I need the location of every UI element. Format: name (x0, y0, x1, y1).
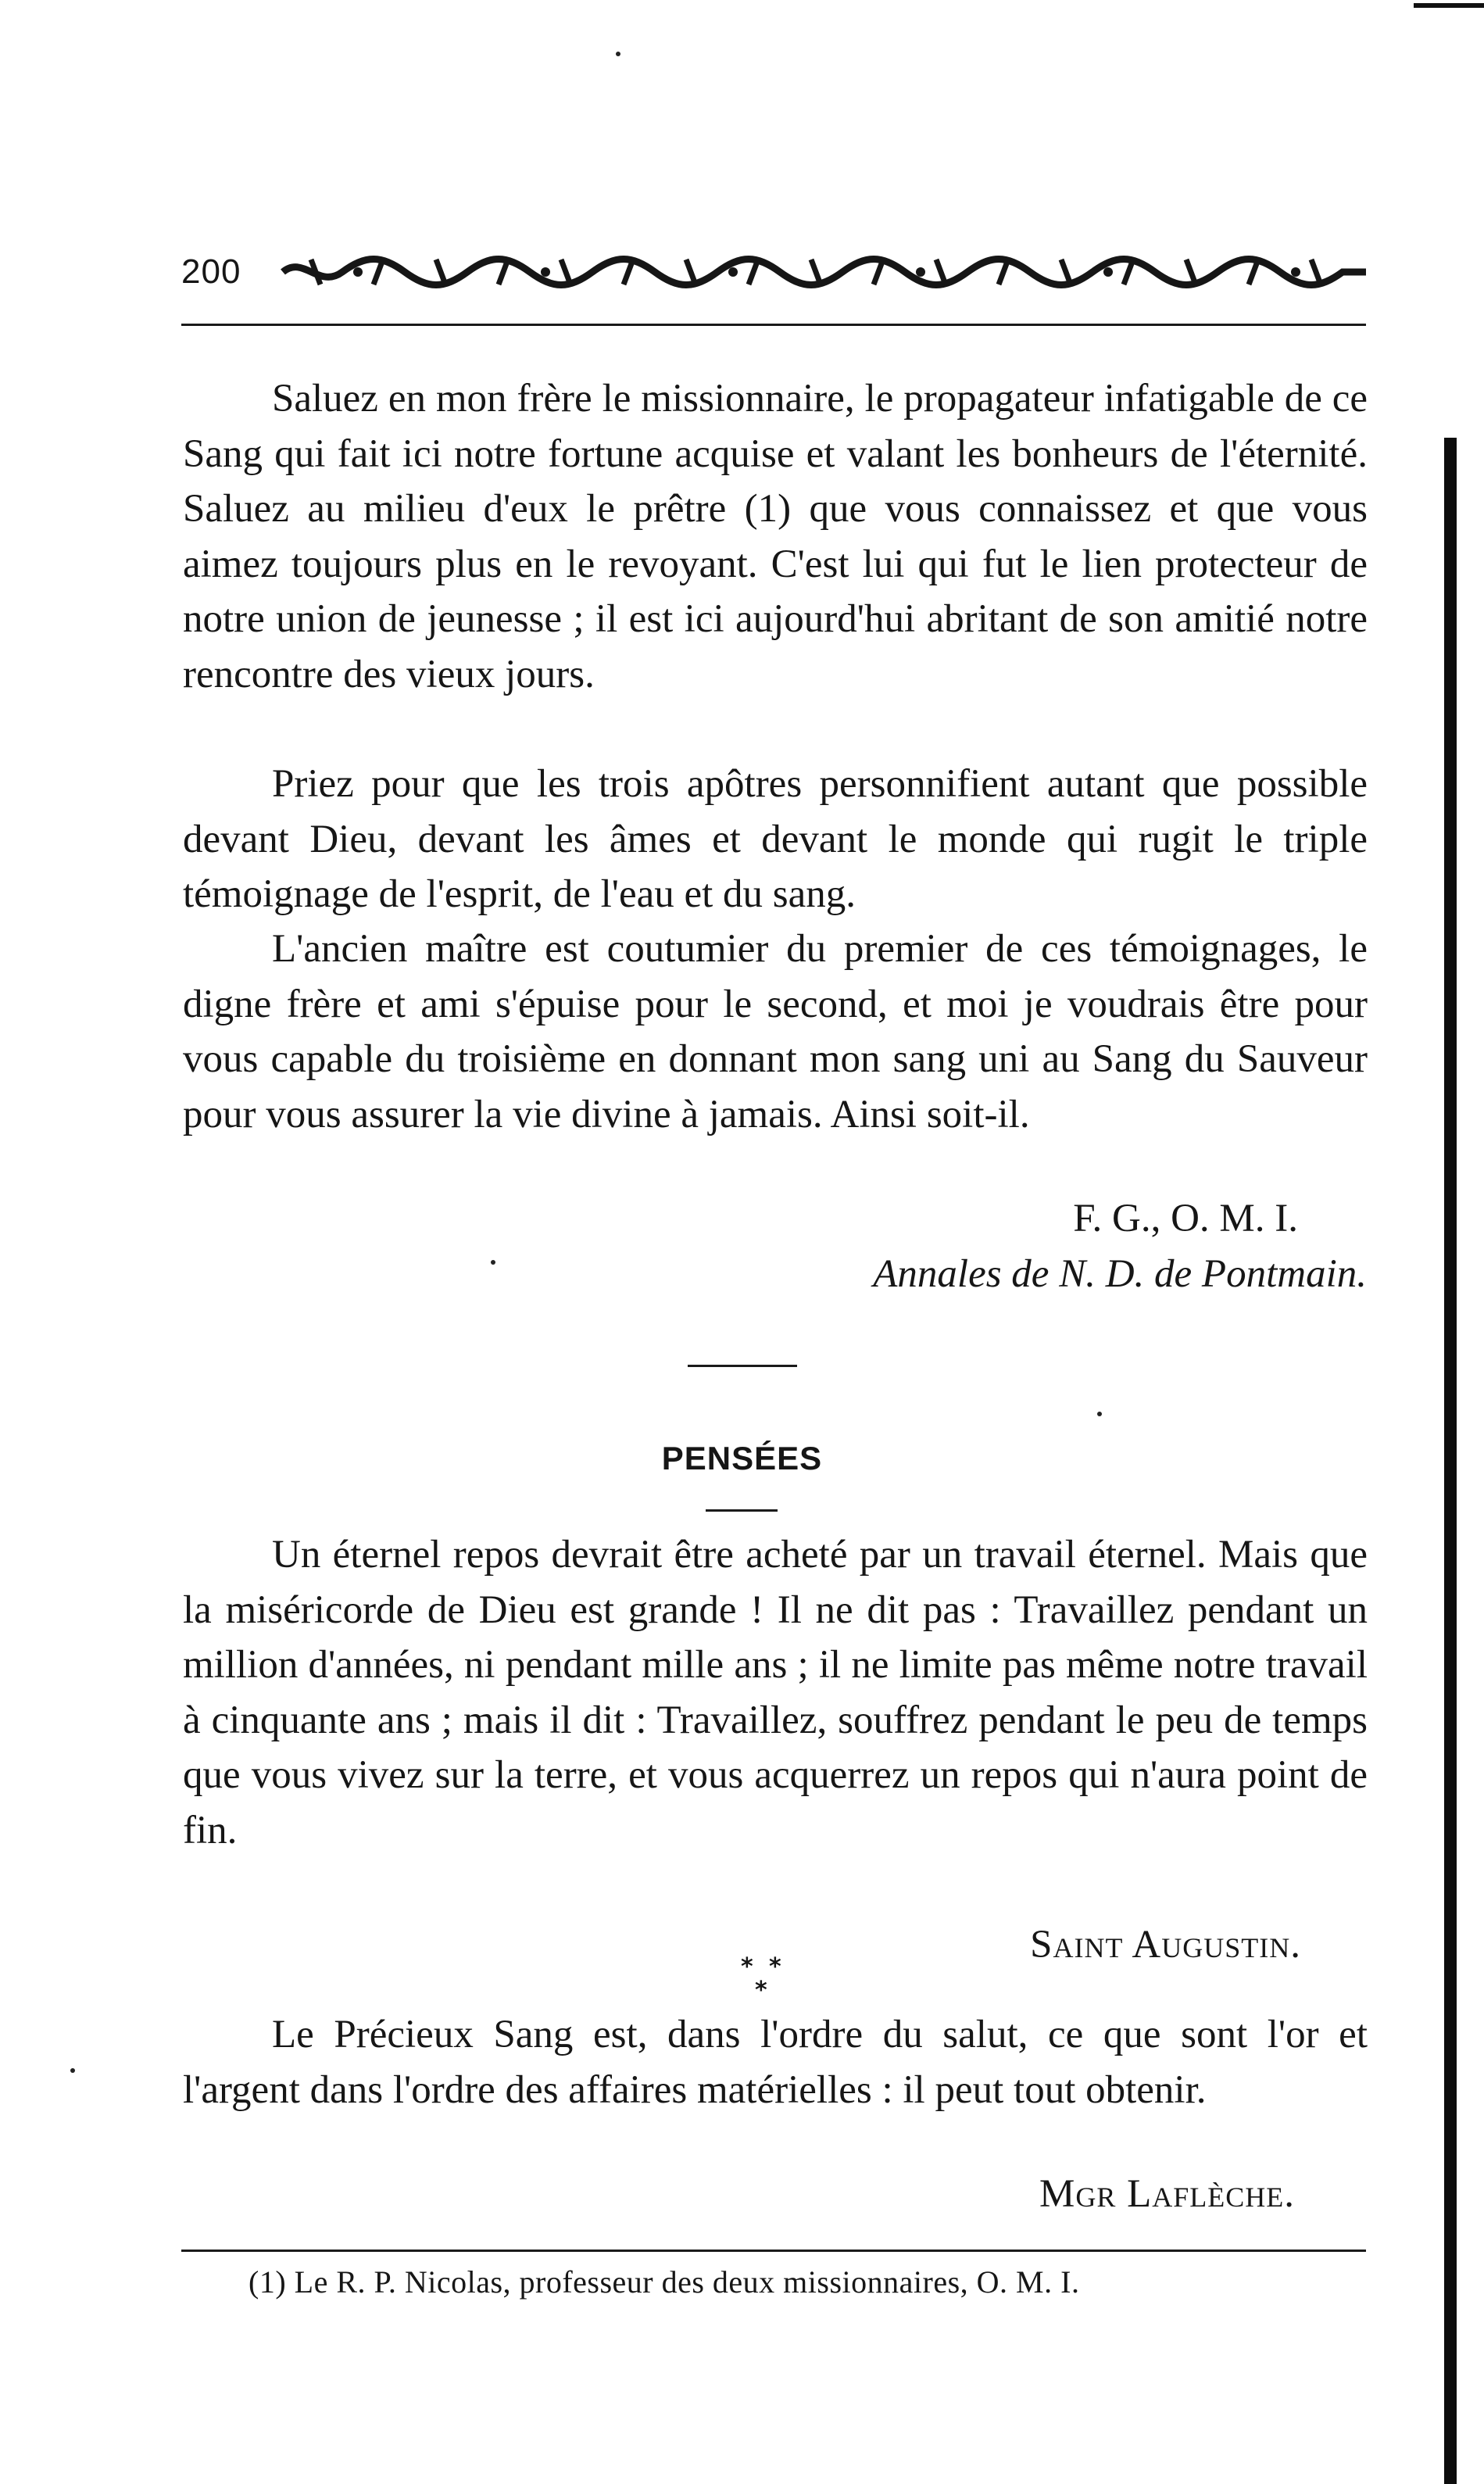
quote-precieux-sang: Le Précieux Sang est, dans l'ordre du salut, ce que sont l'or et l'argent dans l'ordre des affaires matérielles : il peut tout obtenir. (183, 2013, 1368, 2112)
scan-speck (70, 2068, 75, 2073)
title-underline (706, 1509, 778, 1512)
svg-text:*: * (741, 1954, 753, 1981)
footnote: (1) Le R. P. Nicolas, professeur des deux missionnaires, O. M. I. (249, 2264, 1080, 2300)
running-head (181, 249, 1369, 295)
attribution-augustin: Saint Augustin. (1030, 1923, 1301, 1967)
letter-paragraph-3: L'ancien maître est coutumier du premier de ces témoignages, le digne frère et ami s'épuise pour le second, et moi je voudrais être pour vous capable du troisième en donnant mon sang uni au Sang du Sauveur pour vous assurer la vie divine à jamais. Ainsi soit-il. (183, 927, 1368, 1136)
page-number: 200 (181, 252, 241, 291)
letter-signature: F. G., O. M. I. (1073, 1197, 1298, 1240)
ornament-icon (280, 253, 1369, 291)
letter-source: Annales de N. D. de Pontmain. (873, 1252, 1367, 1296)
scan-speck (1097, 1412, 1102, 1416)
scan-speck (616, 52, 620, 56)
scan-edge-mark (1414, 3, 1484, 8)
attribution-lafleche: Mgr Laflèche. (1039, 2172, 1295, 2216)
quote-augustin: Un éternel repos devrait être acheté par un travail éternel. Mais que la miséricorde de Dieu est grande ! Il ne dit pas : Travaillez pendant un million d'années, ni pendant mille ans ; il ne limite pas même notre travail à cinquante ans ; mais il dit : Travaillez, souffrez pendant le peu de temps que vous vivez sur la terre, et vous acquerrez un repos qui n'aura point de fin. (183, 1533, 1368, 1852)
letter-paragraph-1: Saluez en mon frère le missionnaire, le propagateur infatigable de ce Sang qui fait ici notre fortune acquise et valant les bonheurs de l'éternité. Saluez au milieu d'eux le prêtre (1) que vous connaissez et que vous aimez toujours plus en le revoyant. C'est lui qui fut le lien protecteur de notre union de jeunesse ; il est ici aujourd'hui abritant de son amitié notre rencontre des vieux jours. (183, 377, 1368, 696)
section-title: PENSÉES (661, 1440, 823, 1476)
svg-text:*: * (755, 1977, 767, 2004)
section-separator (688, 1365, 797, 1367)
svg-text:*: * (769, 1954, 781, 1981)
footnote-rule (181, 2250, 1366, 2252)
scan-speck (491, 1260, 495, 1265)
header-rule (181, 324, 1366, 326)
letter-paragraph-2: Priez pour que les trois apôtres personnifient autant que possible devant Dieu, devant les âmes et devant le monde qui rugit le triple témoignage de l'esprit, de l'eau et du sang. (183, 762, 1368, 916)
asterism-icon (735, 1954, 797, 2004)
